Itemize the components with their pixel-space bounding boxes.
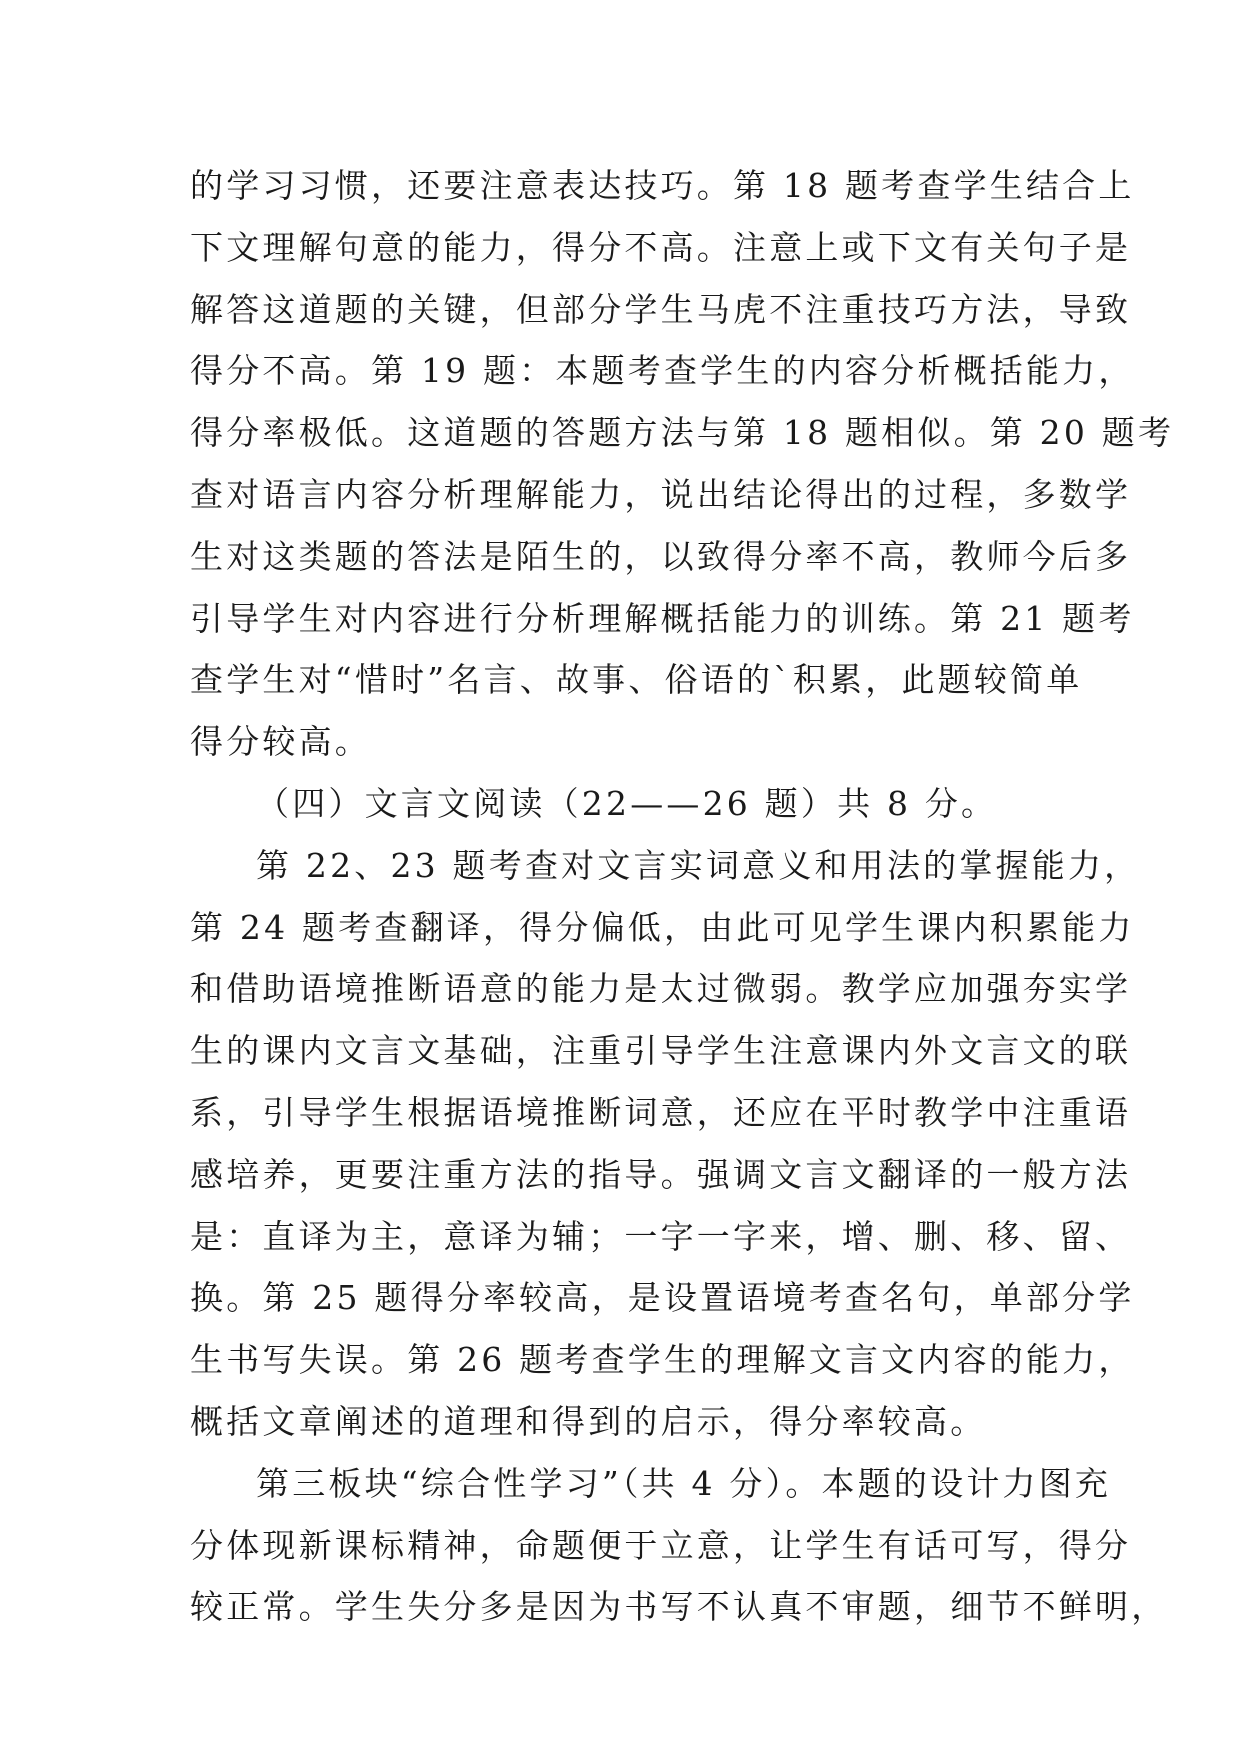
text-line: 得分不高。第 19 题：本题考查学生的内容分析概括能力， [190,351,1135,391]
text-line: 分体现新课标精神，命题便于立意，让学生有话可写，得分 [190,1525,1132,1565]
text-line: 的学习习惯，还要注意表达技巧。第 18 题考查学生结合上 [190,166,1135,205]
text-line: 系，引导学生根据语境推断词意，还应在平时教学中注重语 [190,1092,1132,1132]
text-line: 感培养，更要注重方法的指导。强调文言文翻译的一般方法 [190,1154,1132,1194]
text-line: 得分率极低。这道题的答题方法与第 18 题相似。第 20 题考 [190,413,1175,453]
text-line: 是：直译为主，意译为辅；一字一字来，增、删、移、留、 [190,1216,1132,1256]
text-line: 第 24 题考查翻译，得分偏低，由此可见学生课内积累能力 [190,907,1135,947]
text-line: 查对语言内容分析理解能力，说出结论得出的过程，多数学 [190,474,1132,514]
section-heading: （四）文言文阅读（22——26 题）共 8 分。 [256,783,998,823]
text-line: 生的课内文言文基础，注重引导学生注意课内外文言文的联 [190,1031,1132,1071]
text-line: 生书写失误。第 26 题考查学生的理解文言文内容的能力， [190,1340,1135,1380]
text-line: 引导学生对内容进行分析理解概括能力的训练。第 21 题考 [190,598,1135,638]
text-line: 查学生对“惜时”名言、故事、俗语的`积累，此题较简单 [190,660,1083,700]
text-line: 概括文章阐述的道理和得到的启示，得分率较高。 [190,1401,987,1441]
text-line: 换。第 25 题得分率较高，是设置语境考查名句，单部分学 [190,1278,1135,1318]
text-line: 下文理解句意的能力，得分不高。注意上或下文有关句子是 [190,227,1132,267]
body-text [190,155,1175,1638]
text-line: 较正常。学生失分多是因为书写不认真不审题，细节不鲜明， [190,1587,1168,1627]
paragraph-start: 第三板块“综合性学习”（共 4 分）。本题的设计力图充 [256,1463,1112,1503]
text-line: 和借助语境推断语意的能力是太过微弱。教学应加强夯实学 [190,969,1132,1009]
text-line: 解答这道题的关键，但部分学生马虎不注重技巧方法，导致 [190,289,1132,329]
text-line: 生对这类题的答法是陌生的，以致得分率不高，教师今后多 [190,536,1132,576]
text-line: 得分较高。 [190,722,371,762]
paragraph-start: 第 22、23 题考查对文言实词意义和用法的掌握能力， [256,845,1141,885]
